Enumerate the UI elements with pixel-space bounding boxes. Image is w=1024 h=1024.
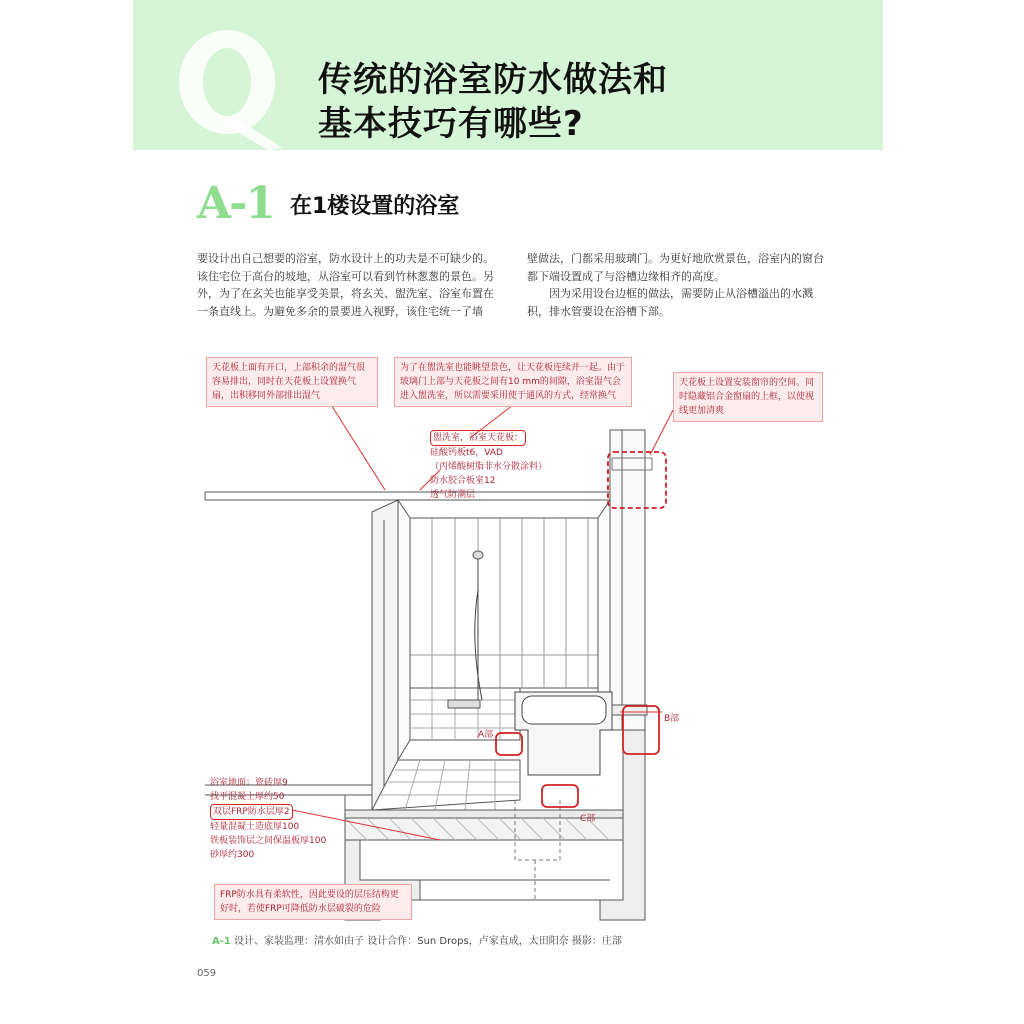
note-bottom-text: FRP防水具有柔软性，因此要设的层压结构更好时，若使FRP可降低防水层破裂的危险 — [220, 890, 399, 914]
floor-material-item: 铁板装饰层之间保温板厚100 — [210, 836, 327, 846]
body-text-column-2: 壁做法，门都采用玻璃门。为更好地欣赏景色，浴室内的窗台都下端设置成了与浴槽边缘相齐的高度。 因为采用设台边框的做法，需要防止从浴槽溢出的水溅积，排水管要设在浴槽下部。 — [527, 252, 824, 318]
note-top-left — [206, 357, 378, 407]
floor-material-item: 浴室地面：瓷砖厚9 — [210, 778, 288, 788]
ceiling-materials — [430, 430, 547, 502]
page-number: 059 — [197, 968, 217, 979]
section-title: 在1楼设置的浴室 — [290, 194, 460, 219]
note-top-left-text: 天花板上面有开口，上部积余的湿气很容易排出，同时在天花板上设置换气扇，出积移同外部排出湿气 — [212, 363, 366, 401]
floor-material-item: 砂厚约300 — [210, 850, 255, 860]
caption-text: 设计、家装监理：清水如由子 设计合作：Sun Drops，卢家直成，太田阳奈 摄影：庄部 — [234, 936, 622, 947]
note-bottom — [214, 884, 412, 920]
ceiling-material-item: 透气防潮层 — [430, 490, 476, 500]
note-top-right-text: 天花板上设置安装窗帘的空间。同时隐藏铝合金窗扇的上框，以使视线更加清爽 — [679, 378, 815, 416]
body-text-column-1: 要设计出自己想要的浴室，防水设计上的功夫是不可缺少的。该住宅位于高台的坡地，从浴室可以看到竹林葱葱的景色。另外，为了在玄关也能享受美景，将玄关、盥洗室、浴室布置在一条直线上。为避免多余的景要进入视野，该住宅统一了墙 — [197, 252, 494, 318]
floor-material-item: 轻量混凝土造底厚100 — [210, 822, 300, 832]
floor-materials — [210, 776, 326, 862]
note-top-middle — [394, 357, 632, 407]
ceiling-material-item: 防水胶合板室12 — [430, 476, 496, 486]
note-top-right — [673, 372, 823, 422]
marker-a-label: A部 — [478, 730, 494, 740]
caption-tag: A-1 — [212, 936, 231, 947]
floor-material-item: 找平混凝土厚约50 — [210, 792, 285, 802]
ceiling-material-item: 硅酸钙板t6，VAD — [430, 448, 503, 458]
section-label: A-1 — [197, 178, 275, 229]
ceiling-material-item: 盥洗室，浴室天花板： — [430, 430, 526, 446]
figure-caption — [212, 932, 622, 947]
note-top-middle-text: 为了在盥洗室也能眺望景色，让天花板连续并一起。由于玻璃门上部与天花板之间有10 mm的间隙，浴室湿气会进入盥洗室，所以需要采用使于通风的方式，经常换气 — [400, 363, 626, 401]
marker-c-label: C部 — [580, 814, 596, 824]
title-line-2: 基本技巧有哪些? — [318, 104, 584, 144]
title-line-1: 传统的浴室防水做法和 — [318, 60, 668, 100]
marker-b-label: B部 — [664, 714, 680, 724]
ceiling-material-item: （丙烯酸树脂非水分散涂料） — [430, 462, 548, 472]
floor-material-item: 双层FRP防水层厚2 — [210, 804, 293, 820]
